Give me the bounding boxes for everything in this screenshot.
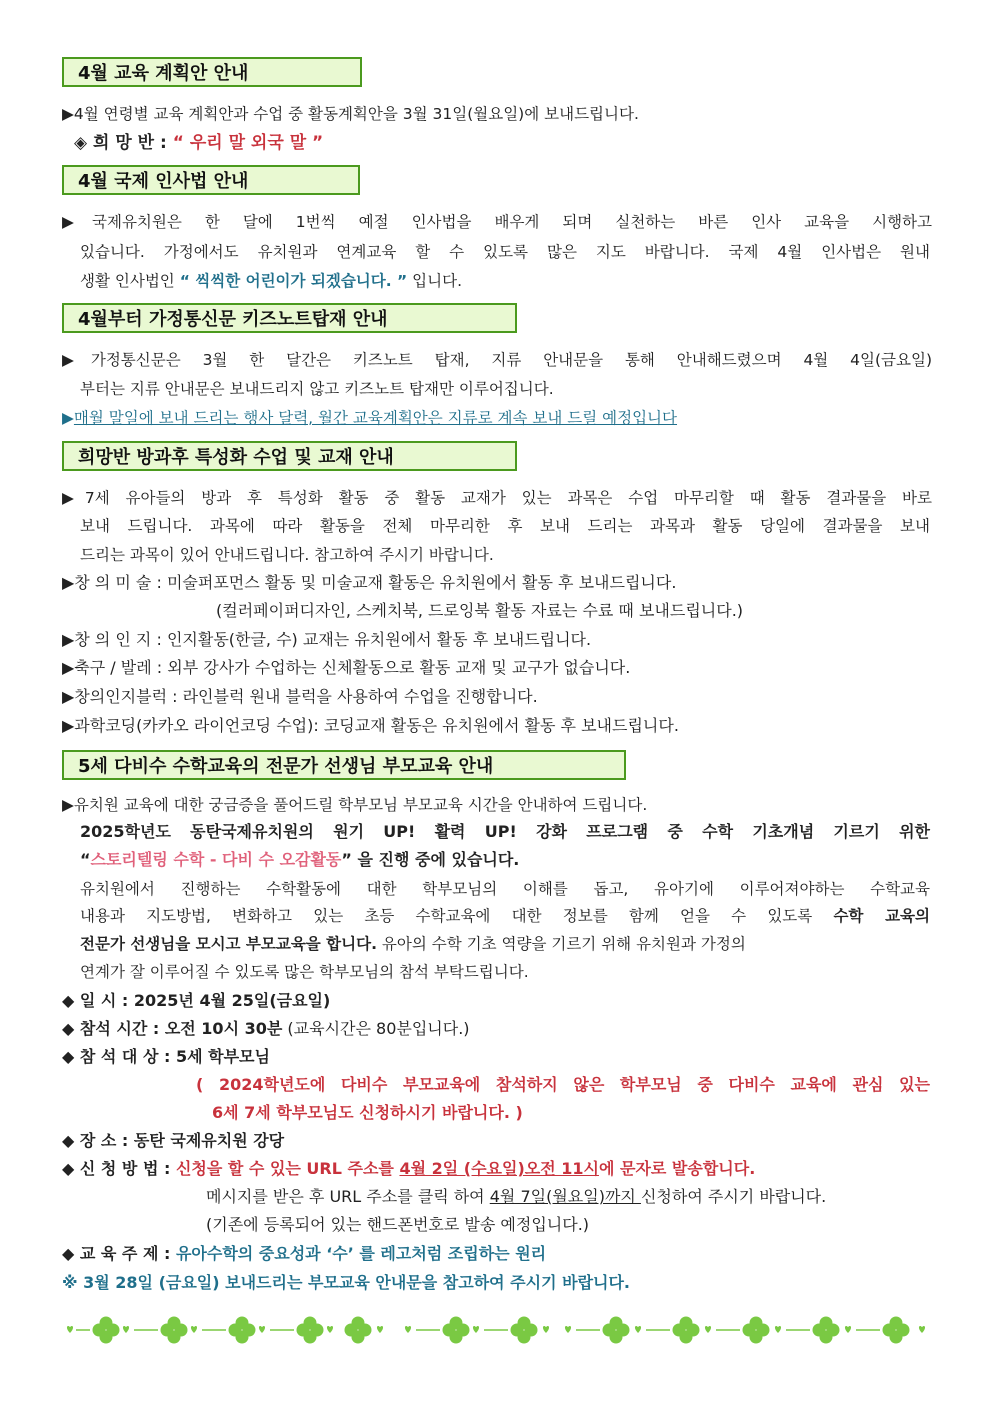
afterschool-item-art: ▶창 의 미 술 : 미술퍼포먼스 활동 및 미술교재 활동은 유치원에서 활동 후 보내드립니다. (62, 573, 677, 592)
afterschool-text-2: 보내 드립니다. 과목에 따라 활동을 전체 마무리한 후 보내 드리는 과목과 활동 당일에 결과물을 보내 (80, 517, 930, 535)
clover-icon (345, 1317, 384, 1344)
section-title-kidsnote: 4월부터 가정통신문 키즈노트탑재 안내 (62, 303, 517, 333)
detail-apply-v3: 에 문자로 발송합니다. (598, 1159, 756, 1178)
kidsnote-arrow: ▶ (62, 409, 74, 427)
clover-icon (716, 1317, 781, 1344)
clover-icon (856, 1317, 925, 1344)
program-tail: ” 을 진행 중에 있습니다. (341, 850, 520, 869)
detail-target (62, 1047, 932, 1067)
detail-apply-label: ◆ 신 청 방 법 : (62, 1159, 171, 1178)
detail-place-value: 동탄 국제유치원 강당 (128, 1131, 285, 1150)
clover-border (62, 1312, 938, 1348)
parent-edu-text-6 (80, 934, 930, 954)
detail-apply-note-1 (206, 1187, 930, 1207)
detail-date (62, 991, 932, 1011)
afterschool-text-3: 드리는 과목이 있어 안내드립니다. 참고하여 주시기 바랍니다. (80, 546, 494, 564)
greeting-text-3 (80, 271, 930, 291)
detail-time-label: ◆ 참석 시간 : (62, 1019, 160, 1038)
afterschool-text-1: ▶7세 유아들의 방과 후 특성화 활동 중 활동 교재가 있는 과목은 수업 마무리할 때 활동 결과물을 바로 (62, 489, 932, 507)
clover-icon (134, 1317, 197, 1344)
class-theme-label: ◈ 희 망 반 : (74, 133, 167, 153)
detail-apply-note-1a: 메시지를 받은 후 URL 주소를 클릭 하여 (206, 1187, 490, 1206)
detail-target-label: ◆ 참 석 대 상 : (62, 1047, 171, 1066)
class-theme-line (74, 133, 944, 153)
afterschool-item-block: ▶창의인지블럭 : 라인블럭 원내 블럭을 사용하여 수업을 진행합니다. (62, 687, 538, 706)
parent-edu-text-7: 연계가 잘 이루어질 수 있도록 많은 학부모님의 참석 부탁드립니다. (80, 963, 529, 981)
detail-target-value: 5세 학부모님 (170, 1047, 270, 1066)
kidsnote-text-2: 부터는 지류 안내문은 보내드리지 않고 키즈노트 탑재만 이루어집니다. (80, 380, 554, 398)
afterschool-item-cognitive: ▶창 의 인 지 : 인지활동(한글, 수) 교재는 유치원에서 활동 후 보내드립니다. (62, 630, 592, 649)
clover-icon (270, 1317, 333, 1344)
detail-apply-note-1c: 신청하여 주시기 바랍니다. (640, 1187, 827, 1206)
kidsnote-text-3 (62, 408, 932, 428)
parent-edu-text-5a: 내용과 지도방법, 변화하고 있는 초등 수학교육에 대한 정보를 함께 얻을 수 있도록 (80, 907, 834, 925)
detail-apply-v1: 신청을 할 수 있는 URL 주소를 (170, 1159, 400, 1178)
detail-time-note: (교육시간은 80분입니다.) (282, 1019, 470, 1038)
class-theme-value: “ 우리 말 외국 말 ” (172, 133, 324, 153)
footer-note: ※ 3월 28일 (금요일) 보내드리는 부모교육 안내문을 참고하여 주시기 바랍니다. (62, 1273, 631, 1292)
april-plan-text: ▶4월 연령별 교육 계획안과 수업 중 활동계획안을 3월 31일(월요일)에 보내드립니다. (62, 105, 639, 123)
greeting-text-3a: 생활 인사법인 (80, 272, 180, 290)
detail-time-value: 오전 10시 30분 (159, 1019, 283, 1038)
detail-place (62, 1131, 932, 1151)
detail-target-note-2: 6세 7세 학부모님도 신청하시기 바랍니다. ) (212, 1103, 523, 1122)
kidsnote-text-1: ▶가정통신문은 3월 한 달간은 키즈노트 탑재, 지류 안내문을 통해 안내해드렸으며 4월 4일(금요일) (62, 351, 932, 369)
detail-apply-date: 4월 2일 (수요일)오전 11시 (399, 1159, 599, 1178)
kidsnote-underlined-note: 매월 말일에 보내 드리는 행사 달력, 월간 교육계획안은 지류로 계속 보내 드릴 예정입니다 (73, 409, 678, 427)
section-title-afterschool: 희망반 방과후 특성화 수업 및 교재 안내 (62, 441, 517, 471)
section-title-april-plan: 4월 교육 계획안 안내 (62, 57, 362, 87)
detail-topic-label: ◆ 교 육 주 제 : (62, 1244, 171, 1263)
clover-icon (405, 1317, 479, 1344)
afterschool-item-coding: ▶과학코딩(카카오 라이언코딩 수업): 코딩교재 활동은 유치원에서 활동 후 보내드립니다. (62, 716, 679, 735)
detail-topic-value: 유아수학의 중요성과 ‘수’ 를 레고처럼 조립하는 원리 (170, 1244, 547, 1263)
detail-time (62, 1019, 932, 1039)
detail-date-value: 2025년 4월 25일(금요일) (128, 991, 331, 1010)
parent-edu-text-6a: 전문가 선생님을 모시고 부모교육을 합니다. (80, 935, 377, 953)
program-name: 스토리텔링 수학 - 다비 수 오감활동 (90, 850, 342, 869)
section-title-greeting: 4월 국제 인사법 안내 (62, 165, 360, 195)
clover-icon (67, 1317, 129, 1344)
afterschool-item-sports: ▶축구 / 발레 : 외부 강사가 수업하는 신체활동으로 활동 교재 및 교구가 없습니다. (62, 658, 631, 677)
detail-apply-deadline: 4월 7일(월요일)까지 (489, 1187, 641, 1206)
parent-edu-text-1: ▶유치원 교육에 대한 궁금증을 풀어드릴 학부모님 부모교육 시간을 안내하여 드립니다. (62, 796, 648, 814)
detail-place-label: ◆ 장 소 : (62, 1131, 129, 1150)
clover-icon (484, 1317, 549, 1344)
detail-date-label: ◆ 일 시 : (62, 991, 129, 1010)
detail-apply (62, 1159, 932, 1179)
greeting-text-2: 있습니다. 가정에서도 유치원과 연계교육 할 수 있도록 많은 지도 바랍니다. 국제 4월 인사법은 원내 (80, 243, 930, 261)
greeting-text-3c: 입니다. (407, 272, 463, 290)
detail-apply-note-2: (기존에 등록되어 있는 핸드폰번호로 발송 예정입니다.) (206, 1215, 590, 1234)
detail-topic (62, 1244, 932, 1264)
afterschool-item-art-note: (컬러페이퍼디자인, 스케치북, 드로잉북 활동 자료는 수료 때 보내드립니다.) (216, 601, 744, 620)
clover-icon (646, 1317, 711, 1344)
clover-icon (565, 1317, 641, 1344)
clover-icon (786, 1317, 851, 1344)
parent-edu-text-5 (80, 906, 930, 926)
clover-icon (202, 1317, 265, 1344)
parent-edu-text-6b: 유아의 수학 기초 역량을 기르기 위해 유치원과 가정의 (377, 935, 746, 953)
parent-edu-text-4: 유치원에서 진행하는 수학활동에 대한 학부모님의 이해를 돕고, 유아기에 이루어져야하는 수학교육 (80, 880, 930, 898)
greeting-phrase: “ 씩씩한 어린이가 되겠습니다. ” (179, 272, 408, 290)
detail-target-note-1: ( 2024학년도에 다비수 부모교육에 참석하지 않은 학부모님 중 다비수 교육에 관심 있는 (196, 1075, 930, 1094)
parent-edu-text-5b: 수학 교육의 (833, 907, 930, 925)
greeting-text-1: ▶국제유치원은 한 달에 1번씩 예절 인사법을 배우게 되며 실천하는 바른 인사 교육을 시행하고 (62, 213, 932, 231)
section-title-parent-education: 5세 다비수 수학교육의 전문가 선생님 부모교육 안내 (62, 750, 626, 780)
quote-open: “ (80, 850, 91, 869)
parent-edu-text-3 (80, 850, 930, 870)
parent-edu-text-2: 2025학년도 동탄국제유치원의 원기 UP! 활력 UP! 강화 프로그램 중 수학 기초개념 기르기 위한 (80, 822, 930, 841)
